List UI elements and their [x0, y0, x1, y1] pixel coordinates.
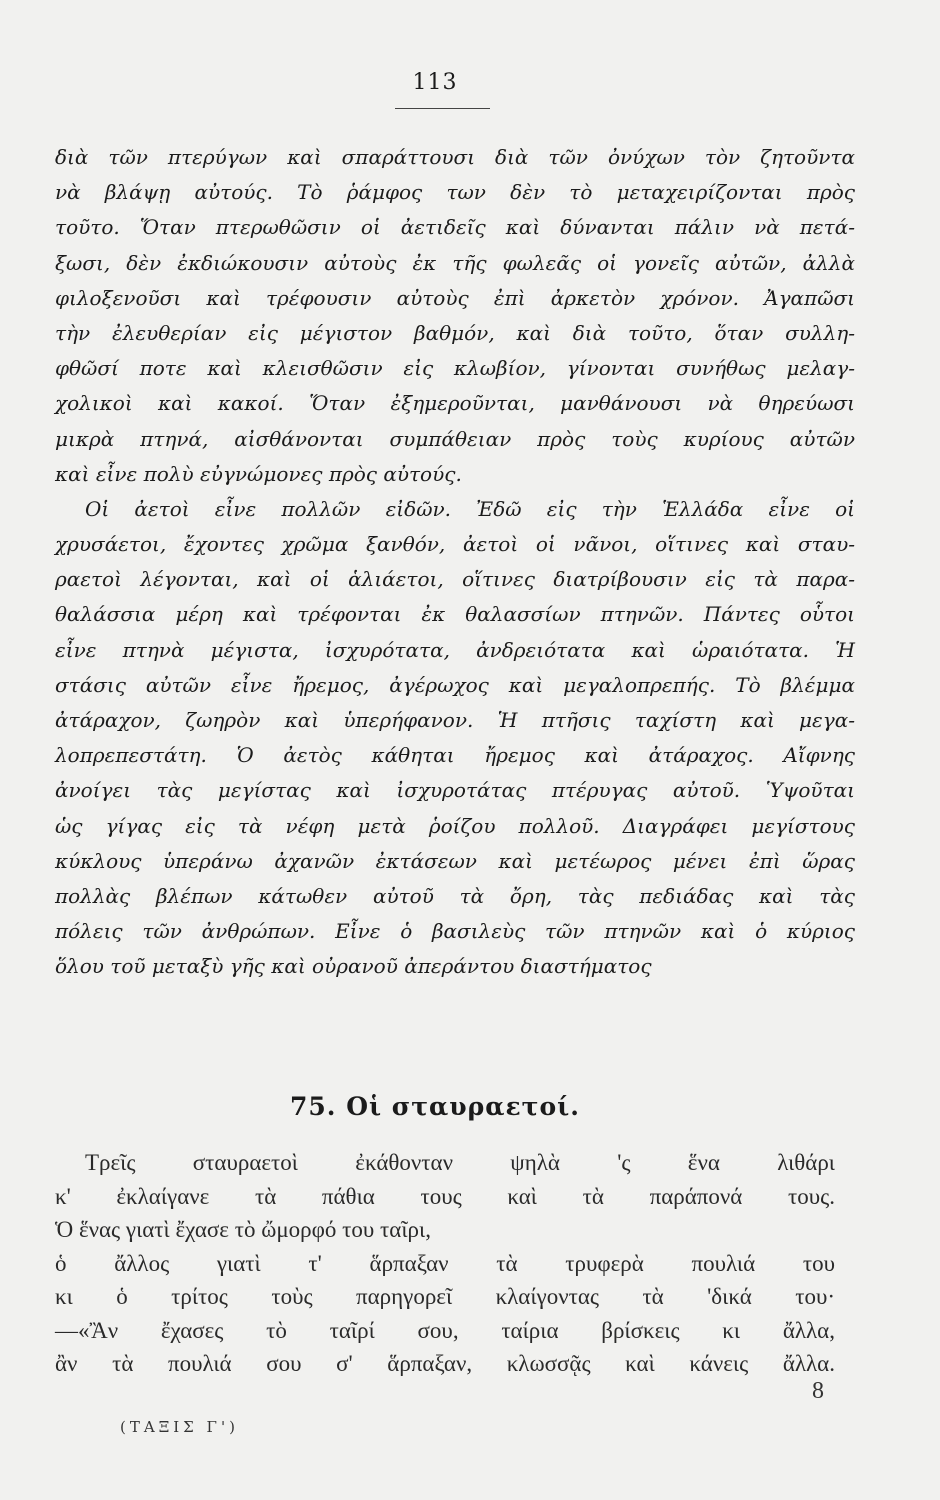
- poem-line: ὁ ἄλλος γιατὶ τ' ἅρπαξαν τὰ τρυφερὰ πουλιά του: [55, 1250, 835, 1276]
- prose-line: φθῶσί ποτε καὶ κλεισθῶσιν εἰς κλωβίον, γίνονται συνήθως μελαγ-: [55, 356, 855, 381]
- prose-line: χολικοὶ καὶ κακοί. Ὅταν ἐξημεροῦνται, μανθάνουσι νὰ θηρεύωσι: [55, 391, 855, 416]
- prose-line: ἀτάραχον, ζωηρὸν καὶ ὑπερήφανον. Ἡ πτῆσις ταχίστη καὶ μεγα-: [55, 708, 855, 732]
- prose-line: εἶνε πτηνὰ μέγιστα, ἰσχυρότατα, ἀνδρειότατα καὶ ὡραιότατα. Ἡ: [55, 637, 855, 662]
- prose-line: τοῦτο. Ὅταν πτερωθῶσιν οἱ ἀετιδεῖς καὶ δύνανται πάλιν νὰ πετά-: [55, 215, 855, 240]
- prose-line: χρυσάετοι, ἔχοντες χρῶμα ξανθόν, ἀετοὶ οἱ νᾶνοι, οἵτινες καὶ σταυ-: [55, 532, 855, 557]
- prose-line: ραετοὶ λέγονται, καὶ οἱ ἁλιάετοι, οἵτινες διατρίβουσιν εἰς τὰ παρα-: [55, 567, 855, 592]
- prose-line: τὴν ἐλευθερίαν εἰς μέγιστον βαθμόν, καὶ διὰ τοῦτο, ὅταν συλλη-: [55, 320, 855, 345]
- prose-line: διὰ τῶν πτερύγων καὶ σπαράττουσι διὰ τῶν ὀνύχων τὸν ζητοῦντα: [55, 145, 855, 169]
- prose-line: ὡς γίγας εἰς τὰ νέφη μετὰ ῥοίζου πολλοῦ. Διαγράφει μεγίστους: [55, 813, 855, 838]
- prose-line: ὅλου τοῦ μεταξὺ γῆς καὶ οὐρανοῦ ἀπεράντου διαστήματος: [55, 954, 652, 979]
- page-number-rule: [395, 108, 490, 109]
- printer-signature: (ΤΑΞΙΣ Γ'): [120, 1418, 239, 1436]
- poem-line: ἂν τὰ πουλιά σου σ' ἅρπαξαν, κλωσσᾷς καὶ κάνεις ἄλλα.: [55, 1351, 835, 1376]
- prose-line: λοπρεπεστάτη. Ὁ ἀετὸς κάθηται ἤρεμος καὶ ἀτάραχος. Αἴφνης: [55, 743, 855, 768]
- page-number: 113: [412, 70, 458, 95]
- prose-line: μικρὰ πτηνά, αἰσθάνονται συμπάθειαν πρὸς τοὺς κυρίους αὐτῶν: [55, 426, 855, 451]
- prose-line: πόλεις τῶν ἀνθρώπων. Εἶνε ὁ βασιλεὺς τῶν πτηνῶν καὶ ὁ κύριος: [55, 919, 855, 944]
- prose-line: Οἱ ἀετοὶ εἶνε πολλῶν εἰδῶν. Ἐδῶ εἰς τὴν Ἑλλάδα εἶνε οἱ: [85, 496, 855, 521]
- prose-line: νὰ βλάψῃ αὐτούς. Τὸ ῥάμφος των δὲν τὸ μεταχειρίζονται πρὸς: [55, 180, 855, 205]
- prose-line: στάσις αὐτῶν εἶνε ἤρεμος, ἀγέρωχος καὶ μεγαλοπρεπής. Τὸ βλέμμα: [55, 672, 855, 697]
- poem-line: Ὁ ἕνας γιατὶ ἔχασε τὸ ὤμορφό του ταῖρι,: [55, 1217, 431, 1242]
- prose-body: [55, 140, 855, 985]
- prose-line: ξωσι, δὲν ἐκδιώκουσιν αὐτοὺς ἐκ τῆς φωλεᾶς οἱ γονεῖς αὐτῶν, ἀλλὰ: [55, 250, 855, 275]
- poem-line: κι ὁ τρίτος τοὺς παρηγορεῖ κλαίγοντας τὰ 'δικά του·: [55, 1284, 835, 1309]
- prose-line: ἀνοίγει τὰς μεγίστας καὶ ἰσχυροτάτας πτέρυγας αὐτοῦ. Ὑψοῦται: [55, 778, 855, 803]
- prose-line: κύκλους ὑπεράνω ἀχανῶν ἐκτάσεων καὶ μετέωρος μένει ἐπὶ ὥρας: [55, 848, 855, 873]
- poem-body: [55, 1146, 835, 1381]
- signature-mark: 8: [812, 1378, 824, 1404]
- poem-line: κ' ἐκλαίγανε τὰ πάθια τους καὶ τὰ παράπονά τους.: [55, 1183, 835, 1209]
- section-title: 75. Οἱ σταυραετοί.: [290, 1092, 580, 1121]
- prose-line: θαλάσσια μέρη καὶ τρέφονται ἐκ θαλασσίων πτηνῶν. Πάντες οὗτοι: [55, 602, 855, 627]
- prose-line: καὶ εἶνε πολὺ εὐγνώμονες πρὸς αὐτούς.: [55, 461, 462, 486]
- prose-line: φιλοξενοῦσι καὶ τρέφουσιν αὐτοὺς ἐπὶ ἀρκετὸν χρόνον. Ἀγαπῶσι: [55, 285, 855, 310]
- poem-line: Τρεῖς σταυραετοὶ ἐκάθονταν ψηλὰ 'ς ἕνα λιθάρι: [85, 1150, 835, 1175]
- prose-line: πολλὰς βλέπων κάτωθεν αὐτοῦ τὰ ὄρη, τὰς πεδιάδας καὶ τὰς: [55, 883, 855, 908]
- poem-line: —«Ἂν ἔχασες τὸ ταῖρί σου, ταίρια βρίσκεις κι ἄλλα,: [55, 1317, 835, 1343]
